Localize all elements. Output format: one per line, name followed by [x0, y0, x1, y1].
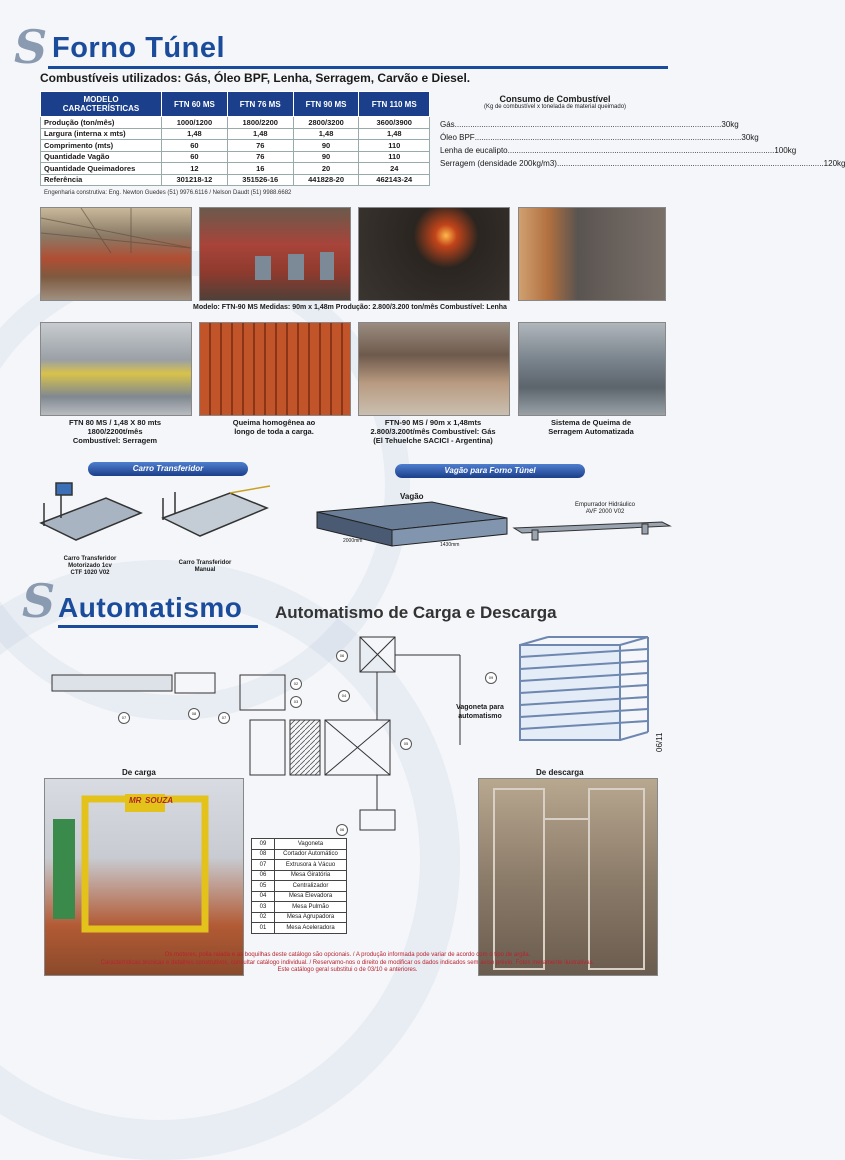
- spec-cell: 60: [162, 151, 228, 163]
- legend-number: 04: [252, 891, 275, 902]
- photo-sawdust-system: [518, 322, 666, 416]
- spec-cell: 462143-24: [359, 174, 430, 186]
- footer-notes: [30, 952, 665, 975]
- date-code: 06/11: [655, 732, 664, 752]
- caption-text: FTN 80 MS / 1,48 X 80 mts 1800/2200t/mês Combustível: Serragem: [68, 418, 162, 445]
- caption-text: Vagoneta para automatismo: [456, 704, 504, 720]
- consumption-row: [440, 133, 759, 142]
- caption-empurrador: [555, 502, 655, 516]
- photo-kiln-wagon: [518, 207, 666, 301]
- spec-row-label: Comprimento (mts): [41, 140, 162, 152]
- souza-sign: SOUZA: [145, 796, 173, 805]
- brand-s-mark: S: [22, 574, 56, 628]
- spec-row-label: Produção (ton/mês): [41, 117, 162, 129]
- photo-unloading-machine: [478, 778, 658, 976]
- marker-08: 08: [188, 708, 200, 720]
- consumption-label: Serragem (densidade 200kg/m3): [440, 159, 557, 168]
- spec-cell: 1000/1200: [162, 117, 228, 129]
- fuel-consumption-box: [440, 94, 845, 172]
- consumption-row: [440, 146, 797, 155]
- automatismo-title: Automatismo: [58, 592, 243, 623]
- spec-row: [41, 151, 430, 163]
- vagoneta-drawing: [510, 635, 660, 755]
- spec-cell: 110: [359, 151, 430, 163]
- marker-09: 09: [485, 672, 497, 684]
- legend-row: [252, 870, 347, 881]
- photo-ftn80: [40, 322, 192, 416]
- marker-07: 07: [118, 712, 130, 724]
- legend-number: 03: [252, 902, 275, 913]
- caption-text: FTN-90 MS / 90m x 1,48mts 2.800/3.200t/mês Combustível: Gás (El Tehuelche SACICI - Argentina): [370, 418, 496, 445]
- header-characteristics: CARACTERÍSTICAS: [62, 104, 140, 113]
- automatismo-underline: [58, 625, 258, 628]
- vagao-drawing: [312, 500, 512, 560]
- legend-name: Mesa Agrupadora: [275, 912, 347, 923]
- marker-05: 05: [400, 738, 412, 750]
- photo-kiln-hall: [40, 207, 192, 301]
- model-col: FTN 60 MS: [162, 92, 228, 117]
- legend-number: 07: [252, 860, 275, 871]
- caption-ftn80: [40, 418, 190, 445]
- model-col: FTN 76 MS: [227, 92, 293, 117]
- vagao-label: Vagão: [400, 492, 424, 501]
- caption-carro-manual: [165, 560, 245, 574]
- spec-cell: 2800/3200: [293, 117, 359, 129]
- spec-cell: 90: [293, 151, 359, 163]
- consumption-value: 30kg: [741, 133, 759, 142]
- legend-number: 01: [252, 923, 275, 934]
- carro-motorizado-drawing: [36, 478, 146, 553]
- dot-leader: ........................................................................................................................: [507, 146, 775, 155]
- legend-name: Mesa Giratória: [275, 870, 347, 881]
- consumption-subtitle: (Kg de combustível x tonelada de material queimado): [483, 104, 627, 110]
- dot-leader: ........................................................................................................................: [474, 133, 742, 142]
- consumption-row: [440, 120, 739, 129]
- dot-leader: ........................................................................................................................: [454, 120, 722, 129]
- spec-cell: 110: [359, 140, 430, 152]
- roof-structure: [41, 208, 191, 300]
- legend-name: Cortador Automático: [275, 849, 347, 860]
- caption-text: Queima homogênea ao longo de toda a carga.: [232, 418, 316, 436]
- photo-kiln-doors: [199, 207, 351, 301]
- fuels-subtitle: Combustíveis utilizados: Gás, Óleo BPF, Lenha, Serragem, Carvão e Diesel.: [40, 71, 471, 85]
- pill-vagao-forno: Vagão para Forno Túnel: [395, 464, 585, 478]
- photo-ftn90-gas: [358, 322, 510, 416]
- caption-vagoneta: [440, 703, 520, 721]
- legend-name: Mesa Aceleradora: [275, 923, 347, 934]
- marker-02: 02: [290, 678, 302, 690]
- legend-name: Mesa Pulmão: [275, 902, 347, 913]
- footer-line: Este catálogo geral substitui o de 03/10 e anteriores.: [277, 967, 418, 973]
- legend-row: [252, 849, 347, 860]
- row1-caption: Modelo: FTN-90 MS Medidas: 90m x 1,48m Produção: 2.800/3.200 ton/mês Combustível: Lenha: [193, 304, 507, 311]
- consumption-label: Lenha de eucalipto: [440, 146, 508, 155]
- spec-table: [40, 91, 430, 186]
- header-model-cell: [41, 92, 162, 117]
- caption-carro-motorizado: [50, 556, 130, 577]
- carro-manual-drawing: [155, 478, 275, 553]
- photo-bricks: [199, 322, 351, 416]
- caption-text: Carro Transferidor Motorizado 1cv CTF 1020 V02: [63, 556, 117, 576]
- legend-row: [252, 923, 347, 934]
- spec-cell: 24: [359, 163, 430, 175]
- spec-row: [41, 174, 430, 186]
- legend-row: [252, 891, 347, 902]
- spec-cell: 16: [227, 163, 293, 175]
- spec-row-label: Quantidade Queimadores: [41, 163, 162, 175]
- marker-07: 07: [218, 712, 230, 724]
- consumption-row: [440, 159, 845, 168]
- spec-cell: 76: [227, 151, 293, 163]
- spec-cell: 76: [227, 140, 293, 152]
- brand-s-mark: S: [14, 20, 48, 74]
- empurrador-drawing: [512, 516, 672, 546]
- spec-row-label: Largura (interna x mts): [41, 128, 162, 140]
- legend-number: 08: [252, 849, 275, 860]
- unloading-machine-frame: [479, 779, 657, 975]
- vagao-dimension-2: 1430mm: [440, 542, 460, 548]
- model-col: FTN 90 MS: [293, 92, 359, 117]
- engineering-note: Engenharia construtiva: Eng. Newton Guedes (51) 9976.6116 / Nelson Daudt (51) 9988.6682: [44, 190, 292, 196]
- photo-kiln-interior: [358, 207, 510, 301]
- automatismo-subtitle: Automatismo de Carga e Descarga: [275, 603, 557, 622]
- spec-cell: 90: [293, 140, 359, 152]
- marker-03: 03: [290, 696, 302, 708]
- de-carga-label: De carga: [122, 768, 156, 777]
- caption-homogeneous: [199, 418, 349, 436]
- equipment-legend: [251, 838, 347, 934]
- dot-leader: ........................................................................................................................: [556, 159, 824, 168]
- de-descarga-label: De descarga: [536, 768, 584, 777]
- legend-row: [252, 860, 347, 871]
- legend-row: [252, 902, 347, 913]
- spec-row: [41, 163, 430, 175]
- caption-text: Sistema de Queima de Serragem Automatizada: [548, 418, 634, 436]
- spec-cell: 12: [162, 163, 228, 175]
- spec-row: [41, 117, 430, 129]
- spec-cell: 1,48: [162, 128, 228, 140]
- legend-number: 06: [252, 870, 275, 881]
- spec-cell: 1,48: [359, 128, 430, 140]
- spec-row-label: Quantidade Vagão: [41, 151, 162, 163]
- spec-cell: 60: [162, 140, 228, 152]
- spec-row: [41, 140, 430, 152]
- header-model: MODELO: [83, 95, 119, 104]
- legend-name: Vagoneta: [275, 839, 347, 850]
- caption-sawdust: [518, 418, 664, 436]
- consumption-value: 100kg: [774, 146, 797, 155]
- legend-row: [252, 839, 347, 850]
- title-underline: [48, 66, 668, 69]
- legend-row: [252, 881, 347, 892]
- consumption-value: 120kg: [823, 159, 845, 168]
- spec-cell: 441828-20: [293, 174, 359, 186]
- consumption-label: Óleo BPF: [440, 133, 475, 142]
- vagao-dimension-1: 2000mm: [343, 538, 363, 544]
- legend-name: Mesa Elevadora: [275, 891, 347, 902]
- consumption-title: Consumo de Combustível: [499, 94, 611, 104]
- spec-cell: 1800/2200: [227, 117, 293, 129]
- spec-cell: 1,48: [293, 128, 359, 140]
- caption-text: Carro Transferidor Manual: [178, 560, 232, 573]
- legend-number: 05: [252, 881, 275, 892]
- loading-machine-frame: [45, 779, 243, 975]
- marker-06: 06: [336, 824, 348, 836]
- spec-cell: 20: [293, 163, 359, 175]
- legend-number: 09: [252, 839, 275, 850]
- model-col: FTN 110 MS: [359, 92, 430, 117]
- spec-cell: 351526-16: [227, 174, 293, 186]
- legend-row: [252, 912, 347, 923]
- consumption-label: Gás: [440, 120, 455, 129]
- spec-row: [41, 128, 430, 140]
- marker-06: 06: [336, 650, 348, 662]
- spec-cell: 301218-12: [162, 174, 228, 186]
- consumption-value: 30kg: [721, 120, 739, 129]
- kiln-doors: [200, 208, 350, 300]
- spec-row-label: Referência: [41, 174, 162, 186]
- mr-sign: MR: [129, 796, 142, 805]
- footer-line: Os motores, polia raiada e as boquilhas deste catálogo são opcionais. / A produção informada pode variar de acordo com o tipo de argila.: [164, 952, 531, 958]
- caption-ftn90-gas: [343, 418, 523, 445]
- legend-name: Extrusora à Vácuo: [275, 860, 347, 871]
- legend-name: Centralizador: [275, 881, 347, 892]
- page-title: Forno Túnel: [52, 32, 226, 64]
- spec-table-header: [41, 92, 430, 117]
- photo-loading-machine: [44, 778, 244, 976]
- spec-cell: 1,48: [227, 128, 293, 140]
- caption-text: Empurrador Hidráulico AVF 2000 V02: [574, 502, 636, 515]
- marker-04: 04: [338, 690, 350, 702]
- legend-number: 02: [252, 912, 275, 923]
- spec-cell: 3600/3900: [359, 117, 430, 129]
- footer-line: Características técnicas e detalhes construtivos, consultar catálogo individual. / Reservamo-nos o direito de modificar os dados indicados sem aviso prévio. Fotos meramente ilustrativas.: [100, 959, 595, 966]
- pill-carro-transferidor: Carro Transferidor: [88, 462, 248, 476]
